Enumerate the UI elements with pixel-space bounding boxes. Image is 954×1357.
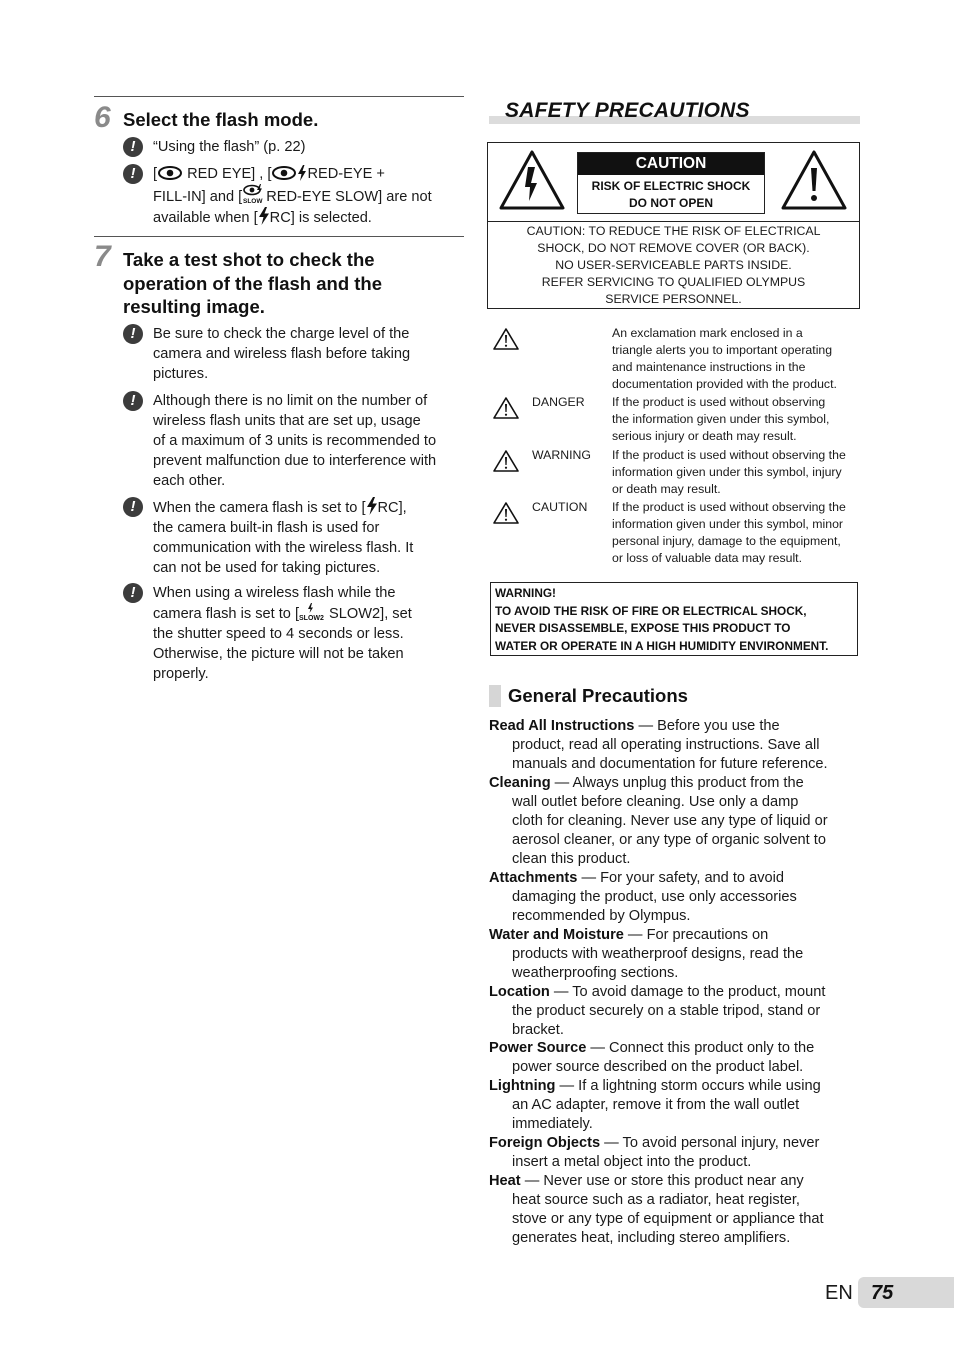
precaution-attachments [489,869,859,926]
text-line: the product securely on a stable tripod, stand or [512,1003,821,1019]
svg-text:SLOW2: SLOW2 [299,615,324,621]
text-line: Otherwise, the picture will not be taken [153,646,404,662]
precaution-read-all [489,717,859,774]
symbol-label: WARNING [532,448,591,462]
step-7-number: 7 [94,240,111,273]
precaution-text: — Connect this product only to the [586,1040,815,1056]
note-icon: ! [123,391,143,411]
text-line: wall outlet before cleaning. Use only a damp [512,794,799,810]
text-line: insert a metal object into the product. [512,1154,752,1170]
note-icon: ! [123,137,143,157]
title-line: operation of the flash and the [123,272,383,294]
text-fragment: [ [153,166,158,182]
note-text [153,164,465,228]
symbol-description [612,499,857,567]
note-icon: ! [123,583,143,603]
text-line: serious injury or death may result. [612,429,797,443]
text-line: NO USER-SERVICEABLE PARTS INSIDE. [555,258,792,272]
text-fragment: RED-EYE + [307,166,385,182]
note-icon: ! [123,324,143,344]
section-marker [489,685,501,707]
text-line: information given under this symbol, minor [612,517,844,531]
title-line: Take a test shot to check the [123,249,375,270]
step-6-number: 6 [94,101,111,134]
symbol-label: DANGER [532,395,585,409]
text-line: an AC adapter, remove it from the wall outlet [512,1097,800,1113]
precaution-term: Cleaning [489,775,551,791]
symbol-description [612,447,857,498]
text-line: cloth for cleaning. Never use any type of liquid or [512,813,828,829]
text-line: RISK OF ELECTRIC SHOCK [591,179,751,193]
note-text [153,497,465,578]
red-eye-icon [157,165,183,181]
text-line: weatherproofing sections. [512,965,679,981]
precaution-text: — If a lightning storm occurs while using [555,1078,821,1094]
svg-text:SLOW: SLOW [243,198,263,204]
precaution-water [489,926,859,983]
step-7-rule [94,236,464,237]
text-line: of a maximum of 3 units is recommended to [153,433,437,449]
precaution-text: — Before you use the [634,718,780,734]
text-line: immediately. [512,1116,593,1132]
text-fragment: SLOW2], set [325,606,412,622]
text-line: properly. [153,666,209,682]
text-line: aerosol cleaner, or any type of organic solvent to [512,832,826,848]
text-line: triangle alerts you to important operating [612,343,833,357]
text-line: If the product is used without observing the [612,500,846,514]
precaution-cleaning [489,774,859,869]
text-line: SERVICE PERSONNEL. [605,292,742,306]
text-line: product, read all operating instructions. Save all [512,737,820,753]
symbol-description [612,394,857,445]
precaution-lightning [489,1077,859,1134]
page-number: 75 [871,1282,894,1304]
caution-label-box [577,152,765,214]
precaution-foreign-objects [489,1134,859,1172]
text-line: WATER OR OPERATE IN A HIGH HUMIDITY ENVIRONMENT. [495,638,829,653]
precaution-term: Power Source [489,1040,587,1056]
text-line: recommended by Olympus. [512,908,691,924]
text-line: products with weatherproof designs, read the [512,946,804,962]
text-line: or death may result. [612,482,721,496]
note-text: “Using the flash” (p. 22) [153,139,306,155]
flash-icon [258,207,270,225]
red-eye-slow-icon [242,184,266,204]
precaution-text: — To avoid personal injury, never [600,1135,820,1151]
exclamation-warning-icon [780,149,848,211]
precaution-text: — For your safety, and to avoid [577,870,784,886]
precaution-term: Read All Instructions [489,718,635,734]
text-fragment: RED EYE] , [ [183,166,272,182]
precaution-text: — For precautions on [623,927,769,943]
text-line: generates heat, including stereo amplifiers. [512,1230,791,1246]
text-line: heat source such as a radiator, heat register, [512,1192,800,1208]
text-line: and maintenance instructions in the [612,360,806,374]
step-6-rule [94,96,464,97]
text-line: power source described on the product label. [512,1059,804,1075]
text-line: pictures. [153,366,209,382]
warning-triangle-icon [492,396,520,420]
precaution-term: Lightning [489,1078,556,1094]
precaution-term: Heat [489,1173,521,1189]
text-line: clean this product. [512,851,631,867]
language-label: EN [825,1282,853,1304]
precaution-term: Water and Moisture [489,927,624,943]
precaution-term: Foreign Objects [489,1135,601,1151]
text-line: Although there is no limit on the number of [153,393,428,409]
text-line: personal injury, damage to the equipment, [612,534,841,548]
text-line: stove or any type of equipment or appliance that [512,1211,824,1227]
text-line: manuals and documentation for future reference. [512,756,828,772]
text-line: documentation provided with the product. [612,377,837,391]
precaution-heat [489,1172,859,1248]
text-line: Be sure to check the charge level of the [153,326,410,342]
precaution-term: Location [489,984,550,1000]
text-line: the information given under this symbol, [612,412,830,426]
electric-shock-warning-icon [498,149,566,211]
text-line: each other. [153,473,226,489]
text-line: CAUTION: TO REDUCE THE RISK OF ELECTRICAL [526,224,821,238]
warning-triangle-icon [492,501,520,525]
text-line: When using a wireless flash while the [153,585,396,601]
precaution-power-source [489,1039,859,1077]
warning-triangle-icon [492,327,520,351]
note-icon: ! [123,497,143,517]
text-fragment: FILL-IN] and [ [153,189,243,205]
caution-divider [488,221,859,222]
caution-label: CAUTION [578,153,764,175]
text-line: If the product is used without observing [612,395,826,409]
precaution-location [489,983,859,1040]
text-fragment: RC] is selected. [269,210,372,226]
text-line: bracket. [512,1022,564,1038]
caution-box [487,142,860,309]
step-6-title: Select the flash mode. [123,109,319,130]
step-7-title [123,248,458,319]
note-text [153,391,465,491]
text-line: or loss of valuable data may result. [612,551,803,565]
warning-box [490,582,858,656]
warning-triangle-icon [492,449,520,473]
title-line: resulting image. [123,296,265,317]
text-line: NEVER DISASSEMBLE, EXPOSE THIS PRODUCT TO [495,621,791,636]
flash-icon [297,165,307,181]
text-fragment: available when [ [153,210,258,226]
general-precautions-title: General Precautions [508,685,688,706]
precaution-term: Attachments [489,870,578,886]
symbol-label: CAUTION [532,500,588,514]
precaution-text: — Always unplug this product from the [550,775,804,791]
text-line: DO NOT OPEN [628,196,713,210]
text-fragment: RC], [377,500,407,516]
text-line: If the product is used without observing the [612,448,846,462]
text-line: REFER SERVICING TO QUALIFIED OLYMPUS [541,275,806,289]
text-fragment: When the camera flash is set to [ [153,500,366,516]
text-line: WARNING! [495,586,556,600]
caution-text [498,223,849,308]
text-fragment: camera flash is set to [ [153,606,299,622]
text-line: can not be used for taking pictures. [153,560,381,576]
note-text [153,583,465,684]
precaution-text: — To avoid damage to the product, mount [549,984,826,1000]
text-line: wireless flash units that are set up, usage [153,413,421,429]
text-fragment: RED-EYE SLOW] are not [266,189,432,205]
text-line: An exclamation mark enclosed in a [612,326,803,340]
text-line: the camera built-in flash is used for [153,520,380,536]
text-line: SHOCK, DO NOT REMOVE COVER (OR BACK). [537,241,810,255]
text-line: information given under this symbol, injury [612,465,842,479]
text-line: communication with the wireless flash. It [153,540,414,556]
red-eye-icon [271,165,297,181]
caution-sub [578,178,764,212]
text-line: TO AVOID THE RISK OF FIRE OR ELECTRICAL SHOCK, [495,603,807,618]
text-line: camera and wireless flash before taking [153,346,411,362]
text-line: the shutter speed to 4 seconds or less. [153,626,404,642]
note-text [153,324,465,384]
text-line: prevent malfunction due to interference with [153,453,437,469]
precaution-text: — Never use or store this product near any [520,1173,804,1189]
note-icon: ! [123,164,143,184]
flash-icon [366,497,378,515]
safety-title: SAFETY PRECAUTIONS [505,99,750,122]
symbol-description [612,325,857,393]
text-line: damaging the product, use only accessories [512,889,797,905]
flash-slow2-icon [299,603,325,621]
